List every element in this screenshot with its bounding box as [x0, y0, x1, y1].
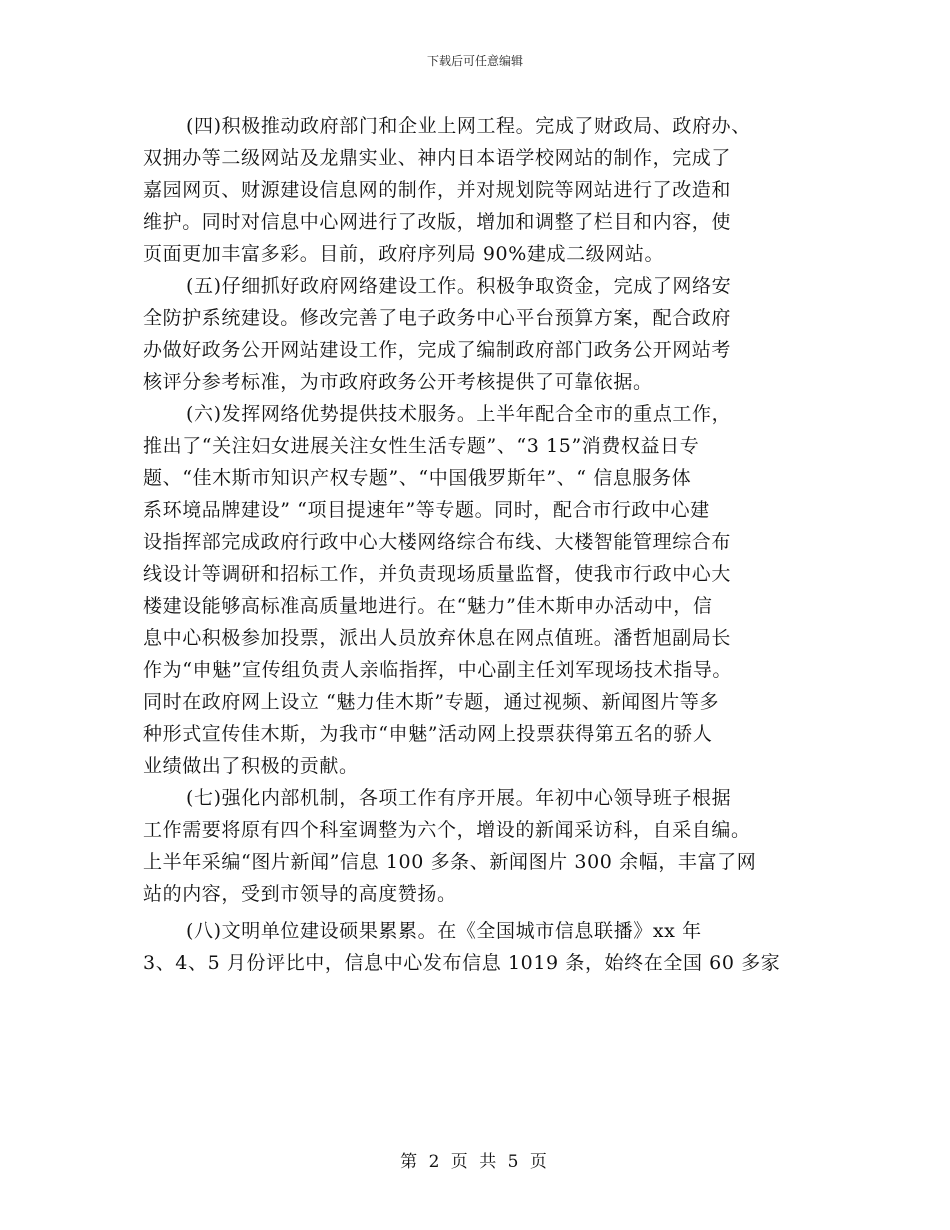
- paragraph-line: 核评分参考标准，为市政府政务公开考核提供了可靠依据。: [143, 371, 653, 393]
- document-body: [143, 110, 811, 979]
- paragraph-line: 全防护系统建设。修改完善了电子政务中心平台预算方案，配合政府: [143, 307, 732, 329]
- paragraph-line: 3、4、5 月份评比中，信息中心发布信息 1019 条，始终在全国 60 多家: [143, 952, 781, 974]
- page-footer: 第 2 页 共 5 页: [400, 1152, 550, 1172]
- paragraph-line: 种形式宣传佳木斯，为我市“申魅”活动网上投票获得第五名的骄人: [143, 723, 713, 745]
- paragraph-line: 息中心积极参加投票，派出人员放弃休息在网点值班。潘哲旭副局长: [143, 627, 732, 649]
- paragraph-line: 嘉园网页、财源建设信息网的制作，并对规划院等网站进行了改造和: [143, 179, 732, 201]
- paragraph-line: 题、“佳木斯市知识产权专题”、“中国俄罗斯年”、“ 信息服务体: [143, 467, 692, 489]
- paragraph-line: 作为“申魅”宣传组负责人亲临指挥，中心副主任刘军现场技术指导。: [143, 659, 733, 681]
- paragraph-line: 页面更加丰富多彩。目前，政府序列局 90%建成二级网站。: [143, 243, 665, 265]
- paragraph-line: 双拥办等二级网站及龙鼎实业、神内日本语学校网站的制作，完成了: [143, 147, 732, 169]
- paragraph-line: (六)发挥网络优势提供技术服务。上半年配合全市的重点工作，: [186, 403, 732, 425]
- paragraph-line: (七)强化内部机制，各项工作有序开展。年初中心领导班子根据: [186, 787, 732, 809]
- paragraph-line: 站的内容，受到市领导的高度赞扬。: [143, 883, 457, 905]
- paragraph-line: 设指挥部完成政府行政中心大楼网络综合布线、大楼智能管理综合布: [143, 531, 732, 553]
- paragraph-line: 维护。同时对信息中心网进行了改版，增加和调整了栏目和内容，使: [143, 211, 732, 233]
- paragraph-line: 业绩做出了积极的贡献。: [143, 755, 359, 777]
- paragraph-line: 系环境品牌建设” “项目提速年”等专题。同时，配合市行政中心建: [143, 499, 710, 521]
- paragraph-line: 推出了“关注妇女进展关注女性生活专题”、“3 15”消费权益日专: [143, 435, 700, 457]
- paragraph-line: 楼建设能够高标准高质量地进行。在“魅力”佳木斯申办活动中，信: [143, 595, 713, 617]
- paragraph-line: 同时在政府网上设立 “魅力佳木斯”专题，通过视频、新闻图片等多: [143, 691, 720, 713]
- paragraph-line: 工作需要将原有四个科室调整为六个，增设的新闻采访科，自采自编。: [143, 819, 751, 841]
- paragraph-line: 上半年采编“图片新闻”信息 100 多条、新闻图片 300 余幅，丰富了网: [143, 851, 757, 873]
- paragraph-line: 办做好政务公开网站建设工作，完成了编制政府部门政务公开网站考: [143, 339, 732, 361]
- page-header: 下载后可任意编辑: [426, 54, 523, 68]
- paragraph-line: (四)积极推动政府部门和企业上网工程。完成了财政局、政府办、: [186, 115, 751, 137]
- paragraph-line: 线设计等调研和招标工作，并负责现场质量监督，使我市行政中心大: [143, 563, 732, 585]
- paragraph-line: (五)仔细抓好政府网络建设工作。积极争取资金，完成了网络安: [186, 275, 732, 297]
- paragraph-line: (八)文明单位建设硕果累累。在《全国城市信息联播》xx 年: [186, 920, 702, 942]
